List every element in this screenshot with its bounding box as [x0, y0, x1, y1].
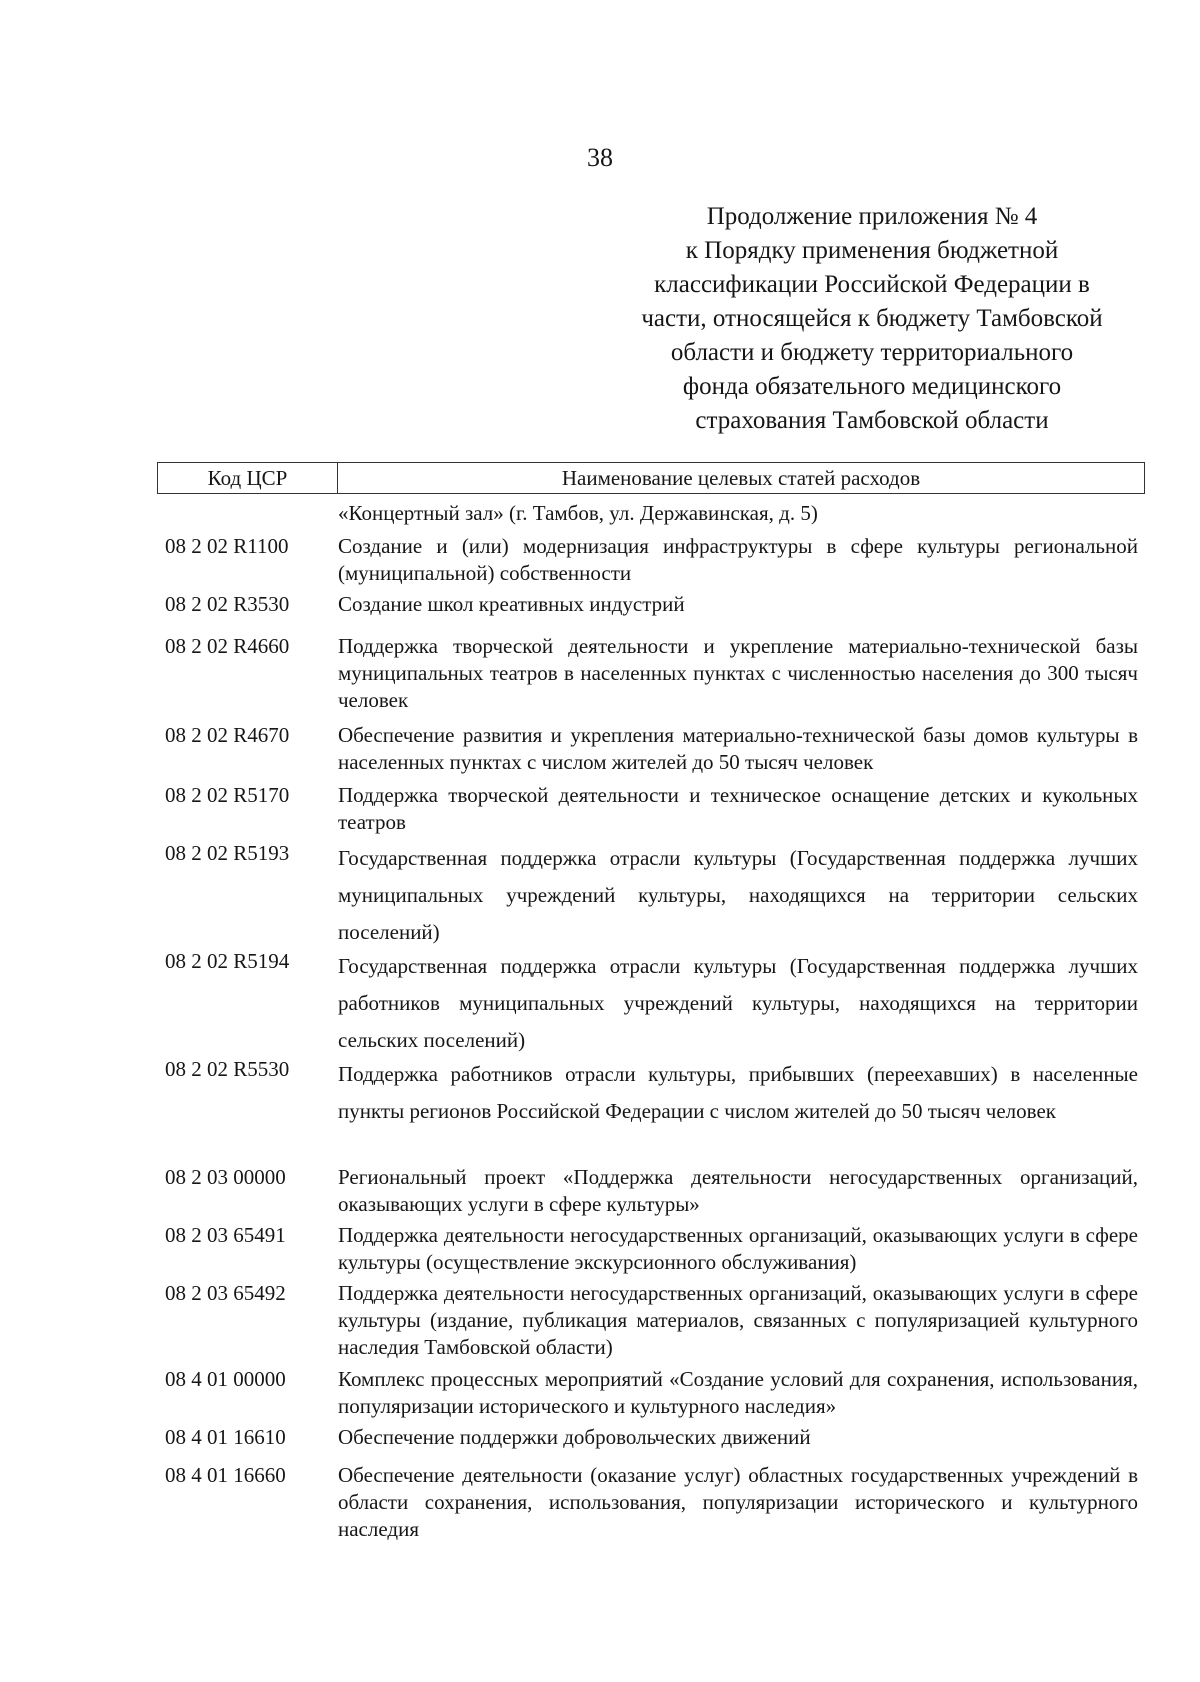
- row-name: Обеспечение развития и укрепления материально-технической базы домов культуры в населенных пунктах с числом жителей до 50 тысяч человек: [338, 723, 1138, 774]
- row-name: Государственная поддержка отрасли культуры (Государственная поддержка лучших работников муниципальных учреждений культуры, находящихся на территории сельских поселений): [338, 954, 1138, 1052]
- row-name: Региональный проект «Поддержка деятельности негосударственных организаций, оказывающих услуги в сфере культуры»: [338, 1165, 1138, 1216]
- column-header-code: Код ЦСР: [158, 463, 338, 493]
- row-code: 08 2 02 R5193: [165, 841, 290, 865]
- appendix-line: части, относящейся к бюджету Тамбовской: [641, 305, 1103, 332]
- row-code: 08 2 02 R4670: [165, 723, 290, 747]
- row-code: 08 4 01 16610: [165, 1425, 286, 1449]
- appendix-line: фонда обязательного медицинского: [682, 373, 1062, 400]
- column-header-name: Наименование целевых статей расходов: [561, 466, 921, 490]
- row-name: «Концертный зал» (г. Тамбов, ул. Державинская, д. 5): [338, 501, 818, 525]
- appendix-line: области и бюджету территориального: [670, 339, 1074, 366]
- table-header: [157, 462, 1145, 494]
- row-name: Поддержка творческой деятельности и укрепление материально-технической базы муниципальных театров в населенных пунктах с численностью населения до 300 тысяч человек: [338, 634, 1138, 712]
- row-code: 08 2 02 R5194: [165, 949, 290, 973]
- row-code: 08 2 02 R3530: [165, 592, 290, 616]
- appendix-line: к Порядку применения бюджетной: [685, 237, 1059, 264]
- row-code: 08 2 02 R4660: [165, 634, 290, 658]
- appendix-line: страхования Тамбовской области: [695, 407, 1049, 434]
- row-code: 08 4 01 00000: [165, 1367, 286, 1391]
- row-code: 08 2 02 R5530: [165, 1057, 290, 1081]
- row-code: 08 2 03 65492: [165, 1281, 286, 1305]
- row-name: Обеспечение деятельности (оказание услуг) областных государственных учреждений в области сохранения, использования, популяризации исторического и культурного наследия: [338, 1463, 1138, 1541]
- row-name: Государственная поддержка отрасли культуры (Государственная поддержка лучших муниципальных учреждений культуры, находящихся на территории сельских поселений): [338, 846, 1138, 944]
- page-number: 38: [587, 143, 613, 172]
- row-code: 08 4 01 16660: [165, 1463, 286, 1487]
- row-name: Создание школ креативных индустрий: [338, 592, 685, 616]
- row-name: Поддержка творческой деятельности и техническое оснащение детских и кукольных театров: [338, 783, 1138, 834]
- row-code: 08 2 02 R1100: [165, 534, 289, 558]
- row-name: Поддержка деятельности негосударственных организаций, оказывающих услуги в сфере культуры (издание, публикация материалов, связанных с популяризацией культурного наследия Тамбовской области): [338, 1281, 1138, 1359]
- row-name: Поддержка деятельности негосударственных организаций, оказывающих услуги в сфере культуры (осуществление экскурсионного обслуживания): [338, 1223, 1138, 1274]
- row-code: 08 2 02 R5170: [165, 783, 290, 807]
- appendix-line: классификации Российской Федерации в: [654, 271, 1090, 298]
- row-name: Поддержка работников отрасли культуры, прибывших (переехавших) в населенные пункты регионов Российской Федерации с числом жителей до 50 тысяч человек: [338, 1062, 1138, 1123]
- appendix-header: [612, 200, 1132, 438]
- row-name: Обеспечение поддержки добровольческих движений: [338, 1425, 811, 1449]
- row-name: Комплекс процессных мероприятий «Создание условий для сохранения, использования, популяризации исторического и культурного наследия»: [338, 1367, 1138, 1418]
- row-name: Создание и (или) модернизация инфраструктуры в сфере культуры региональной (муниципальной) собственности: [338, 534, 1138, 585]
- row-code: 08 2 03 00000: [165, 1165, 286, 1189]
- row-code: 08 2 03 65491: [165, 1223, 286, 1247]
- appendix-line: Продолжение приложения № 4: [706, 203, 1038, 230]
